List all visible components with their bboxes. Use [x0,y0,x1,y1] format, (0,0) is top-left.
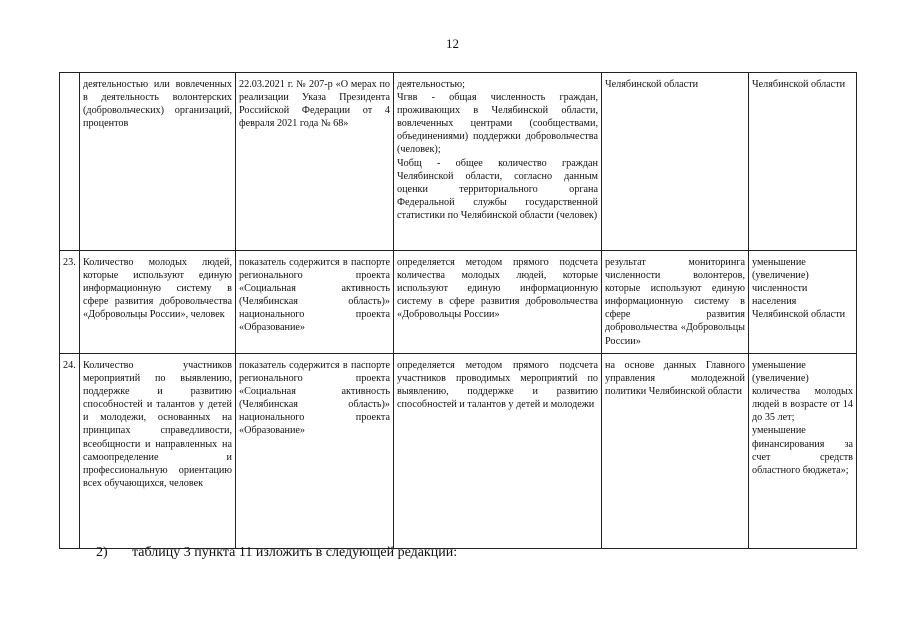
risk-factors-cell: Челябинской области [749,73,857,251]
calculation-method-cell: определяется методом прямого подсчета количества молодых людей, которые используют единую информационную систему в сфере развития добровольчества «Добровольцы России» [394,251,602,354]
table-row [60,354,857,549]
data-source-cell: на основе данных Главного управления молодежной политики Челябинской области [602,354,749,549]
calculation-method-cell: деятельностью; Чгвв - общая численность граждан, проживающих в Челябинской области, вовлеченных центрами (сообществами, объединениями) поддержки добровольчества (человек); Чобщ - общее количество граждан Челябинской области, согласно данным оценки территориального органа Федеральной службы государственной статистики по Челябинской области (человек) [394,73,602,251]
amendment-paragraph [96,545,457,561]
page-number: 12 [446,36,459,51]
row-number: 23. [60,251,80,354]
amendment-text: таблицу 3 пункта 11 изложить в следующей редакции: [132,545,458,560]
risk-factors-cell: уменьшение (увеличение) количества молодых людей в возрасте от 14 до 35 лет; уменьшение финансирования за счет средств областного бюджета»; [749,354,857,549]
item-marker: 2) [96,545,108,560]
indicator-table [59,72,857,549]
table-row [60,73,857,251]
calculation-method-cell: определяется методом прямого подсчета участников проводимых мероприятий по выявлению, поддержке и развитию способностей и талантов у детей и молодежи [394,354,602,549]
source-document-cell: 22.03.2021 г. № 207-р «О мерах по реализации Указа Президента Российской Федерации от 4 февраля 2021 года № 68» [236,73,394,251]
risk-factors-cell: уменьшение (увеличение) численности населения Челябинской области [749,251,857,354]
data-source-cell: результат мониторинга численности волонтеров, которые используют единую информационную систему в сфере развития добровольчества «Добровольцы России» [602,251,749,354]
table-row [60,251,857,354]
indicator-name-cell: Количество молодых людей, которые используют единую информационную систему в сфере развития добровольчества «Добровольцы России», человек [80,251,236,354]
indicator-name-cell: деятельностью или вовлеченных в деятельность волонтерских (добровольческих) организаций, процентов [80,73,236,251]
row-number: 24. [60,354,80,549]
row-number [60,73,80,251]
data-source-cell: Челябинской области [602,73,749,251]
source-document-cell: показатель содержится в паспорте регионального проекта «Социальная активность (Челябинская область)» национального проекта «Образование» [236,251,394,354]
indicator-name-cell: Количество участников мероприятий по выявлению, поддержке и развитию способностей и талантов у детей и молодежи, основанных на принципах справедливости, всеобщности и направленных на самоопределение и профессиональную ориентацию всех обучающихся, человек [80,354,236,549]
source-document-cell: показатель содержится в паспорте регионального проекта «Социальная активность (Челябинская область)» национального проекта «Образование» [236,354,394,549]
